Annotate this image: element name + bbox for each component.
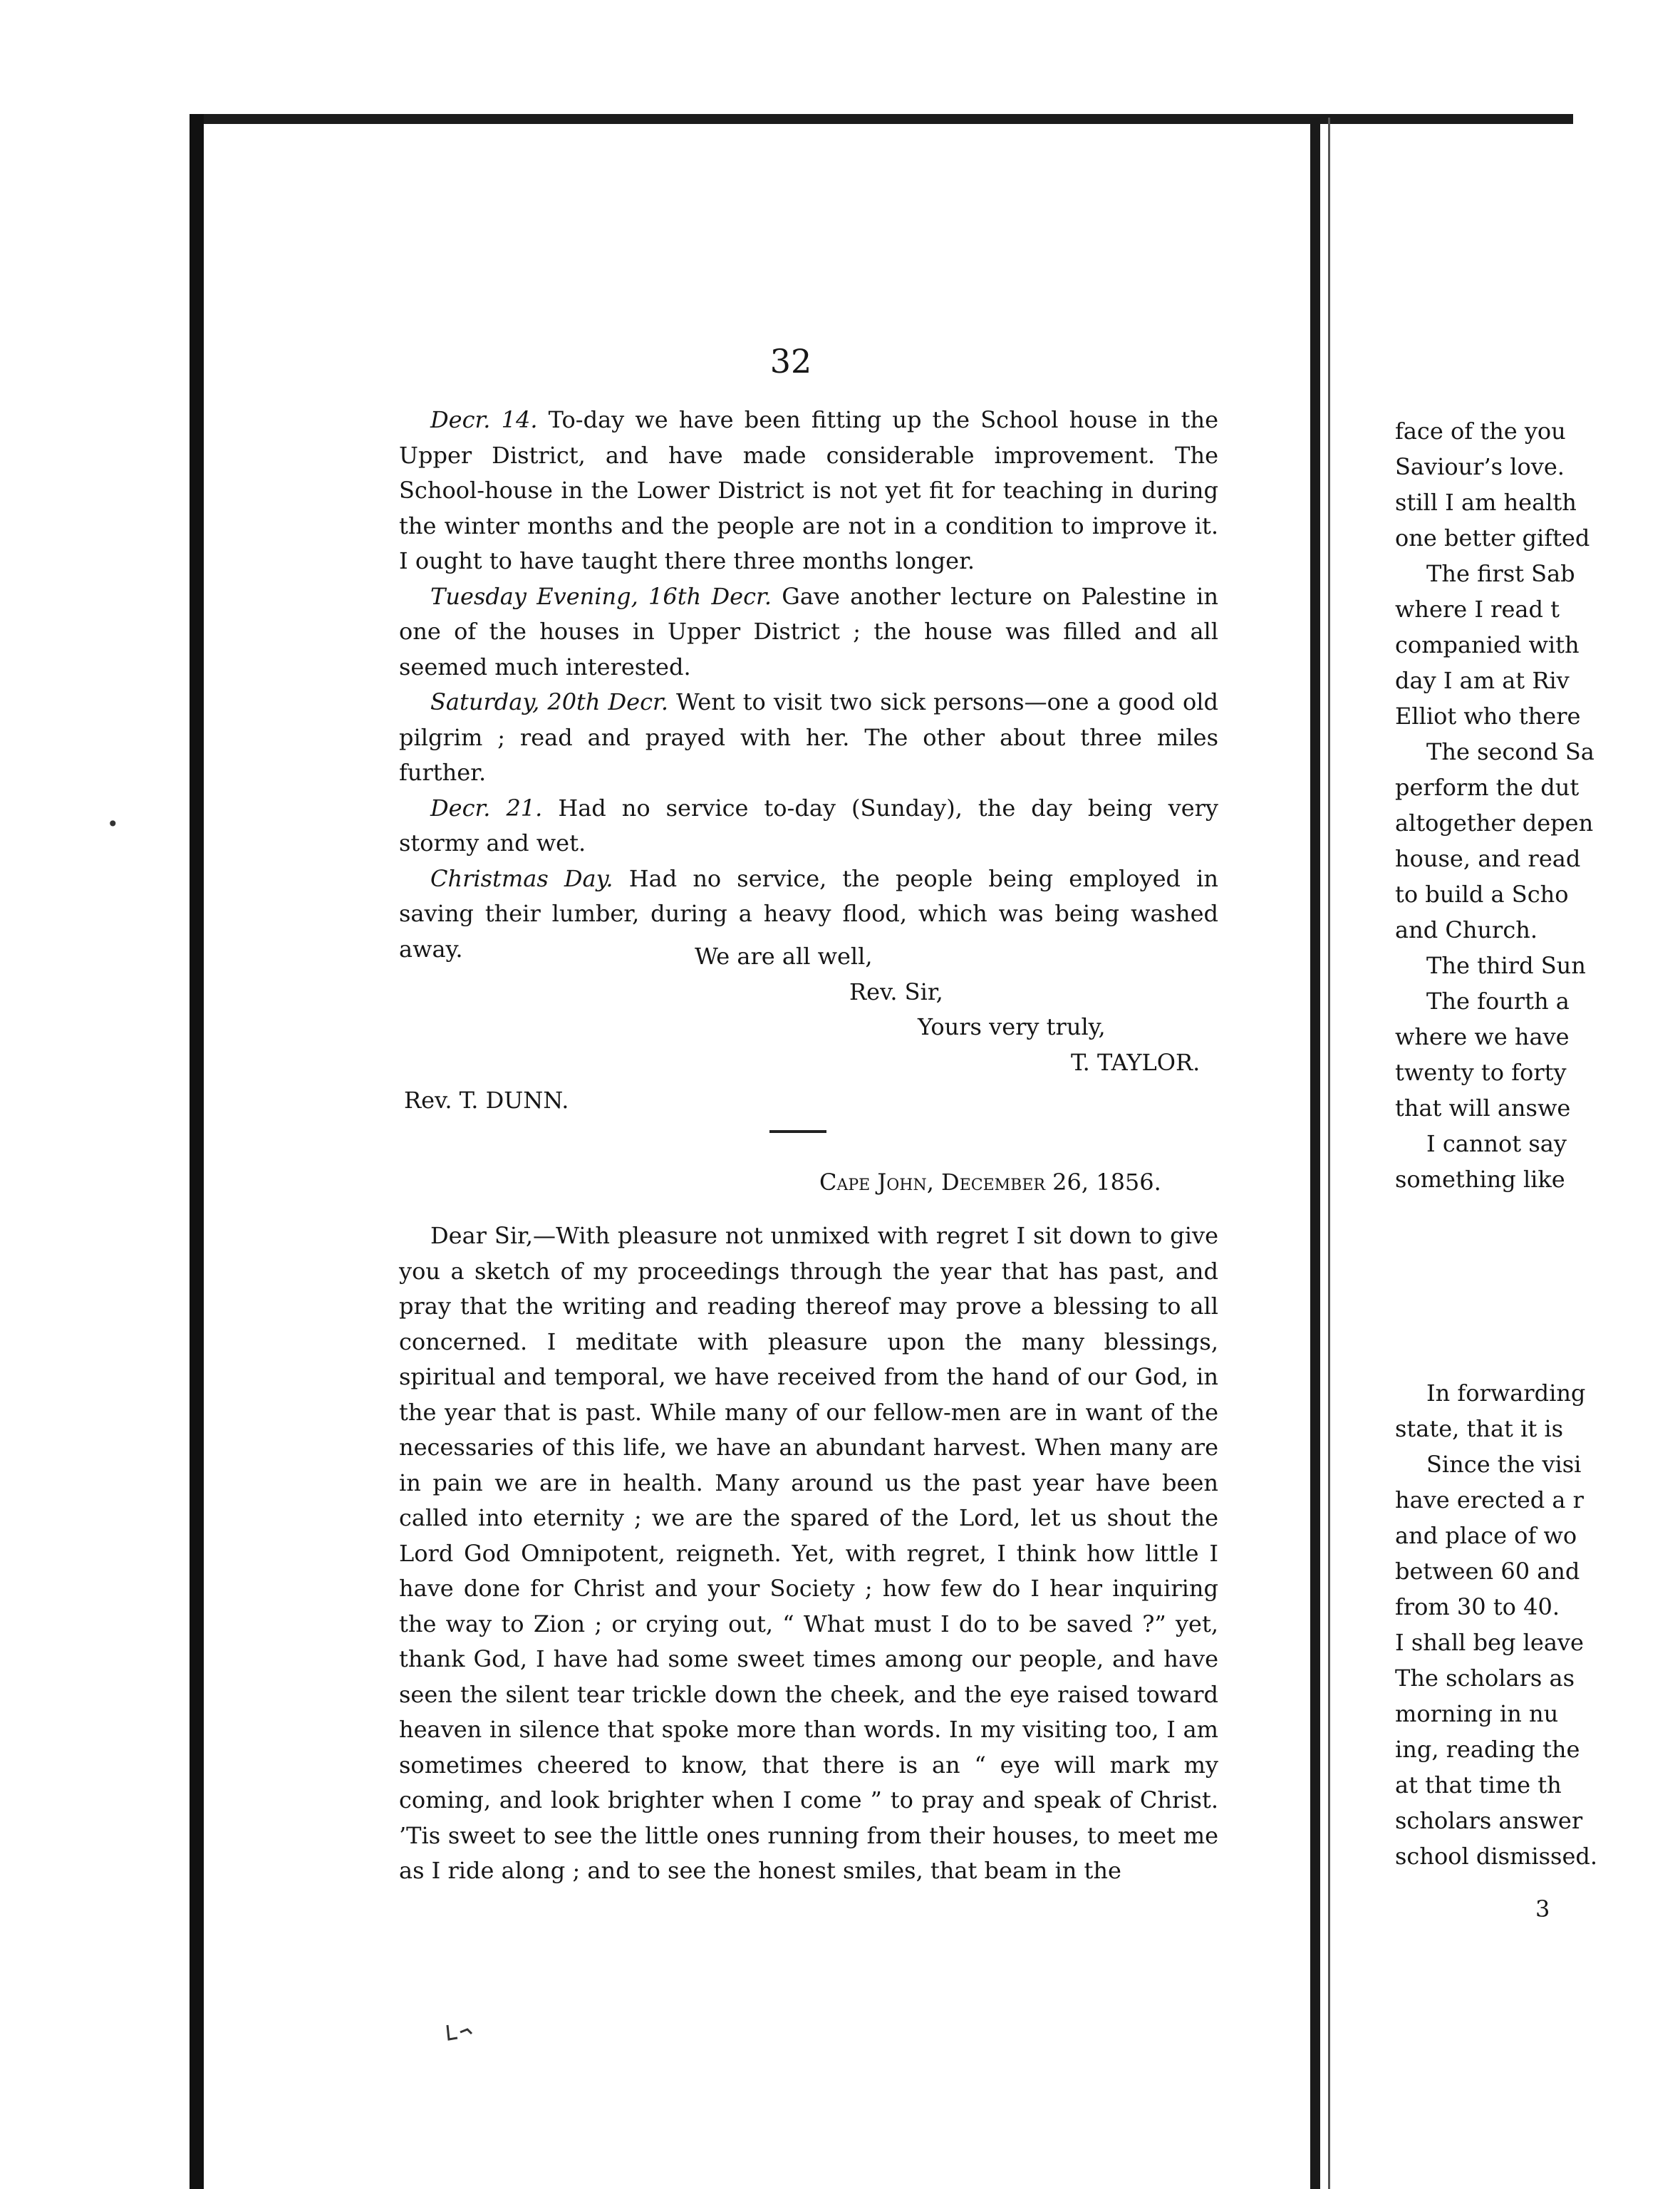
right-page-line: still I am health: [1395, 489, 1577, 516]
right-page-line: I cannot say: [1426, 1130, 1567, 1157]
entry-date: Saturday, 20th Decr.: [430, 688, 668, 715]
right-page-line: that will answe: [1395, 1094, 1571, 1122]
right-page-footer: 3: [1535, 1895, 1550, 1923]
entry-text: Had no service, the people being employed in saving their lumber, during a heavy flood, which was being washed away.: [399, 864, 1219, 963]
entry-date: Tuesday Evening, 16th Decr.: [430, 582, 772, 610]
entry-paragraph: [399, 685, 1218, 791]
right-page-line: In forwarding: [1426, 1380, 1586, 1407]
right-page-line: from 30 to 40.: [1395, 1593, 1560, 1620]
right-page-line: state, that it is: [1395, 1415, 1563, 1442]
page-number: 32: [769, 342, 812, 381]
right-page-line: and place of wo: [1395, 1522, 1577, 1549]
entry-date: Decr. 14.: [430, 406, 538, 433]
right-page-line: one better gifted: [1395, 524, 1590, 552]
right-page-line: Saviour’s love.: [1395, 453, 1565, 480]
letter-place-date: Cape John, December 26, 1856.: [819, 1169, 1161, 1196]
letter-body: [399, 1218, 1218, 1889]
closing-line-2: Rev. Sir,: [849, 978, 943, 1005]
right-page-line: I shall beg leave: [1395, 1629, 1584, 1656]
right-page-line: and Church.: [1395, 916, 1538, 943]
right-page-line: day I am at Riv: [1395, 667, 1570, 694]
signature: T. TAYLOR.: [1071, 1049, 1201, 1076]
diary-entries: [399, 403, 1218, 967]
entry-text: Had no service to-day (Sunday), the day being very stormy and wet.: [399, 794, 1219, 857]
entry-paragraph: [399, 579, 1218, 685]
scan-border-left: [190, 114, 204, 2189]
right-page-bottom: [1395, 1375, 1680, 1874]
addressee: Rev. T. DUNN.: [404, 1087, 569, 1114]
entry-text: Went to visit two sick persons—one a good old pilgrim ; read and prayed with her. The other about three miles further.: [399, 688, 1219, 786]
right-page-line: companied with: [1395, 631, 1580, 658]
right-page-line: The scholars as: [1395, 1665, 1575, 1692]
section-rule: [769, 1130, 826, 1133]
letter-paragraph: Dear Sir,—With pleasure not unmixed with regret I sit down to give you a sketch of my proceedings through the year that has past, and pray that the writing and reading thereof may prove a blessing to all concerned. I meditate with pleasure upon the many blessings, spiritual and temporal, we have received from the hand of our God, in the year that is past. While many of our fellow-men are in want of the necessaries of this life, we have an abundant harvest. When many are in pain we are in health. Many around us the past year have been called into eternity ; we are the spared of the Lord, let us shout the Lord God Omnipotent, reigneth. Yet, with regret, I think how little I have done for Christ and your Society ; how few do I hear inquiring the way to Zion ; or crying out, “ What must I do to be saved ?” yet, thank God, I have had some sweet times among our people, and have seen the silent tear trickle down the cheek, and the eye raised toward heaven in silence that spoke more than words. In my visiting too, I am sometimes cheered to know, that there is an “ eye will mark my coming, and look brighter when I come ” to pray and speak of Christ. ’Tis sweet to see the little ones running from their houses, to meet me as I ride along ; and to see the honest smiles, that beam in the: [399, 1222, 1218, 1884]
right-page-line: morning in nu: [1395, 1700, 1559, 1727]
scan-mark: [442, 2024, 492, 2045]
right-page-line: house, and read: [1395, 845, 1581, 872]
entry-date: Christmas Day.: [430, 864, 613, 892]
book-gutter-edge: [1328, 118, 1330, 2189]
right-page-line: Elliot who there: [1395, 703, 1581, 730]
right-page-line: The second Sa: [1426, 738, 1595, 765]
right-page-line: school dismissed.: [1395, 1843, 1598, 1870]
right-page-line: face of the you: [1395, 418, 1566, 445]
right-page-line: to build a Scho: [1395, 881, 1569, 908]
right-page-line: Since the visi: [1426, 1451, 1582, 1478]
entry-text: To-day we have been fitting up the School house in the Upper District, and have made considerable improvement. The School-house in the Lower District is not yet fit for teaching in during the winter months and the people are not in a condition to improve it. I ought to have taught there three months longer.: [399, 406, 1219, 574]
right-page-line: ing, reading the: [1395, 1736, 1580, 1763]
scan-border-top: [190, 114, 1573, 124]
right-page-line: something like: [1395, 1166, 1565, 1193]
right-page-line: The first Sab: [1426, 560, 1575, 587]
entry-date: Decr. 21.: [430, 794, 543, 822]
right-page-line: The third Sun: [1426, 952, 1586, 979]
closing-line-3: Yours very truly,: [918, 1013, 1106, 1040]
right-page-line: perform the dut: [1395, 774, 1580, 801]
entry-text: Gave another lecture on Palestine in one of the houses in Upper District ; the house was filled and all seemed much interested.: [399, 582, 1218, 680]
right-page-line: scholars answer: [1395, 1807, 1583, 1834]
right-page-line: twenty to forty: [1395, 1059, 1567, 1086]
right-page-line: have erected a r: [1395, 1486, 1584, 1513]
right-page-top: [1395, 413, 1680, 1197]
right-page-line: where we have: [1395, 1023, 1570, 1050]
right-page-line: altogether depen: [1395, 809, 1594, 837]
book-gutter: [1310, 118, 1320, 2189]
scan-speck: •: [107, 812, 119, 836]
right-page-line: where I read t: [1395, 596, 1560, 623]
right-page-line: The fourth a: [1426, 988, 1570, 1015]
right-page-line: at that time th: [1395, 1771, 1562, 1799]
entry-paragraph: [399, 403, 1218, 579]
closing-line-1: We are all well,: [695, 943, 873, 970]
entry-paragraph: [399, 791, 1218, 861]
right-page-line: between 60 and: [1395, 1558, 1580, 1585]
